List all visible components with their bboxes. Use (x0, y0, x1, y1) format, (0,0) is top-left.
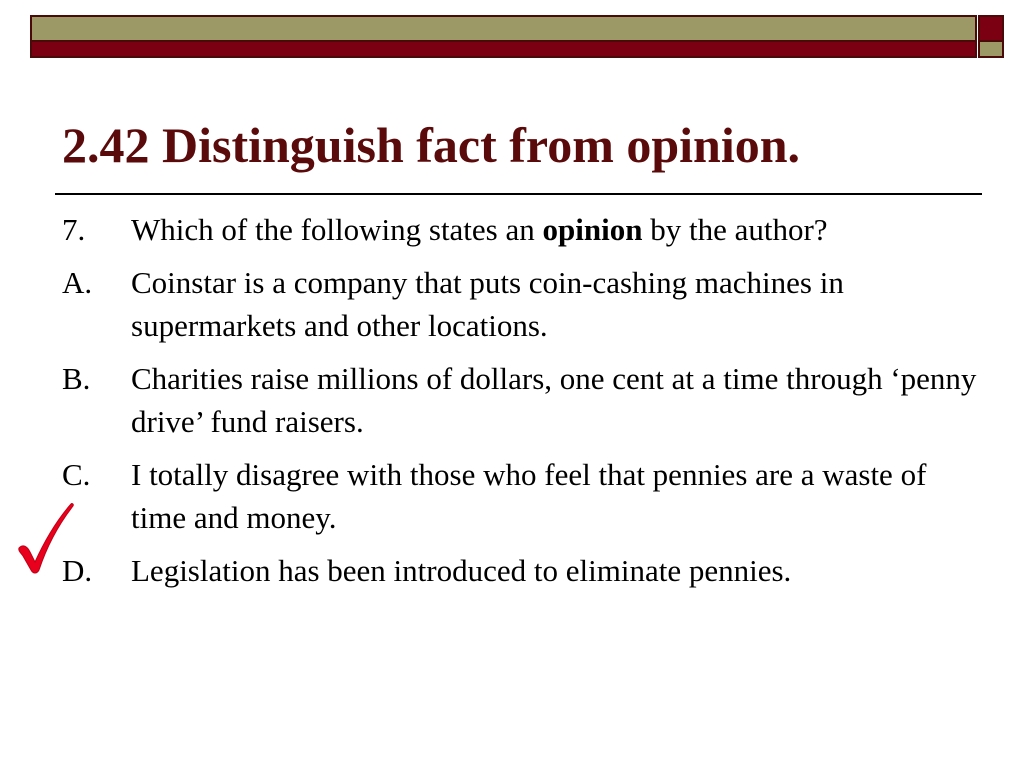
question-number: 7. (62, 212, 86, 247)
question-block (62, 208, 982, 602)
option-a[interactable] (62, 261, 982, 347)
olive-stripe (30, 15, 977, 42)
slide-title: 2.42 Distinguish fact from opinion. (62, 117, 801, 173)
question-emphasis: opinion (542, 212, 643, 247)
option-letter: A. (62, 265, 93, 300)
checkmark-icon (15, 500, 75, 575)
option-letter: B. (62, 361, 91, 396)
corner-square-olive (978, 42, 1004, 58)
option-d[interactable] (62, 549, 982, 592)
header-decoration-bar (30, 15, 977, 58)
option-text: Coinstar is a company that puts coin-cashing machines in supermarkets and other locations. (131, 265, 844, 343)
corner-square-maroon (978, 15, 1004, 42)
option-text: Charities raise millions of dollars, one cent at a time through ‘penny drive’ fund raisers. (131, 361, 977, 439)
question-text-after: by the author? (642, 212, 828, 247)
option-text: Legislation has been introduced to eliminate pennies. (131, 553, 792, 588)
question-text-before: Which of the following states an (131, 212, 543, 247)
option-letter: D. (62, 553, 93, 588)
option-text: I totally disagree with those who feel that pennies are a waste of time and money. (131, 457, 927, 535)
option-letter: C. (62, 457, 91, 492)
option-b[interactable] (62, 357, 982, 443)
option-c[interactable] (62, 453, 982, 539)
question-item (62, 208, 982, 251)
title-divider (55, 193, 982, 195)
maroon-stripe (30, 42, 977, 58)
